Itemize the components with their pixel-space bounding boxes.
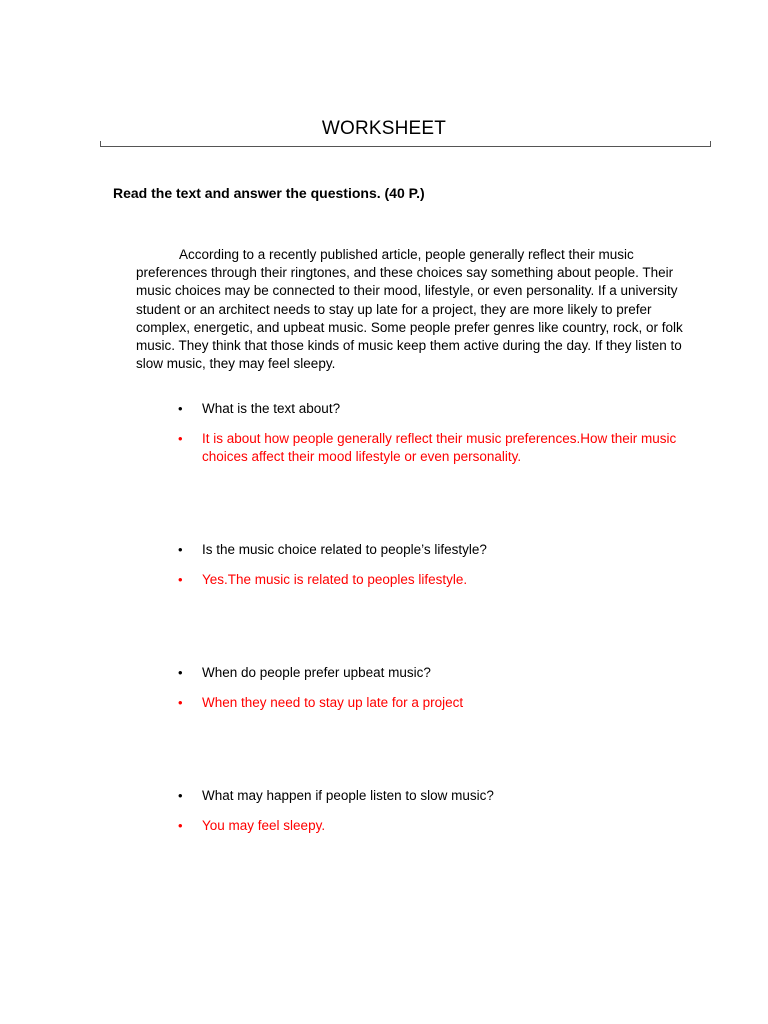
question-item <box>178 787 678 805</box>
worksheet-title: WORKSHEET <box>321 118 447 139</box>
bullet-icon: • <box>178 401 183 416</box>
title-underline <box>100 146 711 147</box>
answer-item <box>178 430 678 466</box>
question-item <box>178 541 678 559</box>
question-text: Is the music choice related to people’s lifestyle? <box>202 542 487 557</box>
answer-text: When they need to stay up late for a project <box>202 695 464 710</box>
bullet-icon: • <box>178 695 183 710</box>
bullet-icon: • <box>178 818 183 833</box>
qa-block-1 <box>178 400 678 466</box>
answer-item <box>178 571 678 589</box>
question-item <box>178 400 678 418</box>
question-text: When do people prefer upbeat music? <box>202 665 431 680</box>
passage-text: According to a recently published article, people generally reflect their music preferences through their ringtones, and these choices say something about people. Their music choices may be connected to their mood, lifestyle, or even personality. If a university student or an architect needs to stay up late for a project, they are more likely to prefer complex, energetic, and upbeat music. Some people prefer genres like country, rock, or folk music. They think that those kinds of music keep them active during the day. If they listen to slow music, they may feel sleepy. <box>136 247 683 372</box>
answer-text: Yes.The music is related to peoples lifestyle. <box>202 572 468 587</box>
question-text: What is the text about? <box>202 401 341 416</box>
qa-block-4 <box>178 787 678 835</box>
qa-block-2 <box>178 541 678 589</box>
answer-text: You may feel sleepy. <box>202 818 326 833</box>
qa-block-3 <box>178 664 678 712</box>
bullet-icon: • <box>178 431 183 446</box>
bullet-icon: • <box>178 542 183 557</box>
bullet-icon: • <box>178 788 183 803</box>
answer-text: It is about how people generally reflect their music preferences.How their music choices affect their mood lifestyle or even personality. <box>202 431 677 464</box>
question-item <box>178 664 678 682</box>
bullet-icon: • <box>178 665 183 680</box>
reading-passage <box>136 246 684 373</box>
question-text: What may happen if people listen to slow music? <box>202 788 494 803</box>
instruction-heading: Read the text and answer the questions. (40 P.) <box>113 185 425 201</box>
answer-item <box>178 817 678 835</box>
bullet-icon: • <box>178 572 183 587</box>
answer-item <box>178 694 678 712</box>
